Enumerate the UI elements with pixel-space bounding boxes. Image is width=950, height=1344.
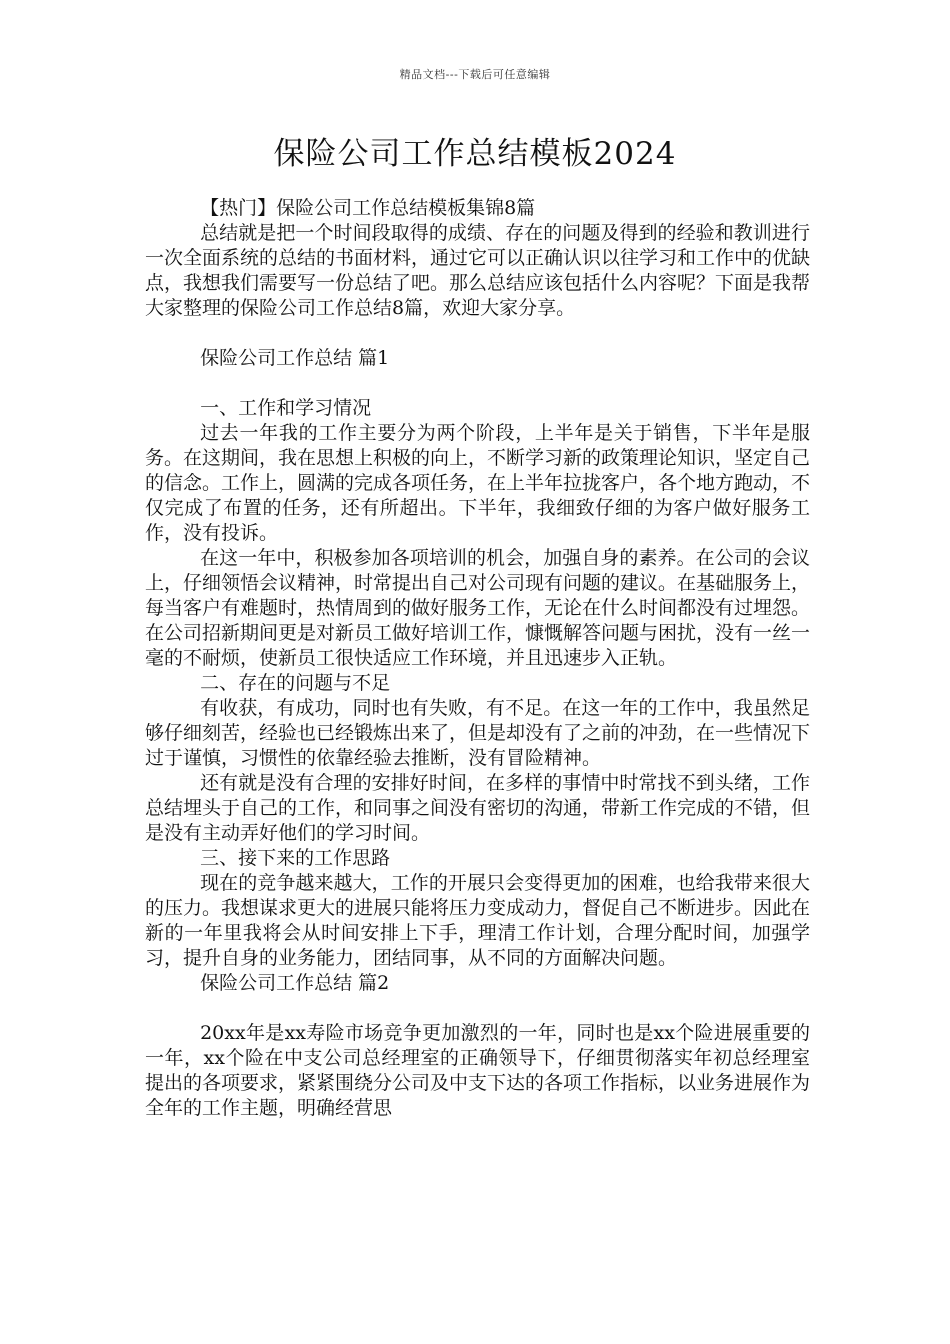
spacer	[145, 996, 810, 1021]
section1-paragraph-3: 有收获，有成功，同时也有失败，有不足。在这一年的工作中，我虽然足够仔细刻苦，经验也已经锻炼出来了，但是却没有了之前的冲劲，在一些情况下过于谨慎，习惯性的依靠经验去推断，没有冒险精神。	[145, 697, 811, 769]
section1-paragraph-4: 还有就是没有合理的安排好时间，在多样的事情中时常找不到头绪，工作总结埋头于自己的工作，和同事之间没有密切的沟通，带新工作完成的不错，但是没有主动弄好他们的学习时间。	[145, 772, 811, 844]
section1-heading-1: 一、工作和学习情况	[200, 397, 372, 419]
intro-paragraph: 总结就是把一个时间段取得的成绩、存在的问题及得到的经验和教训进行一次全面系统的总结的书面材料，通过它可以正确认识以往学习和工作中的优缺点，我想我们需要写一份总结了吧。那么总结应该包括什么内容呢？下面是我帮大家整理的保险公司工作总结8篇，欢迎大家分享。	[145, 222, 811, 319]
subtitle: 【热门】保险公司工作总结模板集锦8篇	[200, 197, 536, 219]
document-title: 保险公司工作总结模板2024	[273, 136, 677, 172]
spacer	[145, 371, 810, 396]
section1-paragraph-2: 在这一年中，积极参加各项培训的机会，加强自身的素养。在公司的会议上，仔细领悟会议精神，时常提出自己对公司现有问题的建议。在基础服务上，每当客户有难题时，热情周到的做好服务工作，无论在什么时间都没有过埋怨。在公司招新期间更是对新员工做好培训工作，慷慨解答问题与困扰，没有一丝一毫的不耐烦，使新员工很快适应工作环境，并且迅速步入正轨。	[145, 547, 811, 669]
section2-title: 保险公司工作总结 篇2	[200, 972, 390, 994]
header-note: 精品文档---下载后可任意编辑	[399, 68, 551, 81]
section1-title: 保险公司工作总结 篇1	[200, 347, 390, 369]
section1-heading-2: 二、存在的问题与不足	[200, 672, 391, 694]
section1-heading-3: 三、接下来的工作思路	[200, 847, 391, 869]
section1-paragraph-5: 现在的竞争越来越大，工作的开展只会变得更加的困难，也给我带来很大的压力。我想谋求更大的进展只能将压力变成动力，督促自己不断进步。因此在新的一年里我将会从时间安排上下手，理清工作计划，合理分配时间，加强学习，提升自身的业务能力，团结同事，从不同的方面解决问题。	[145, 872, 811, 969]
section2-paragraph-1: 20xx年是xx寿险市场竞争更加激烈的一年，同时也是xx个险进展重要的一年，xx个险在中支公司总经理室的正确领导下，仔细贯彻落实年初总经理室提出的各项要求，紧紧围绕分公司及中支下达的各项工作指标，以业务进展作为全年的工作主题，明确经营思	[145, 1022, 811, 1119]
spacer	[145, 321, 810, 346]
document-body	[145, 196, 810, 1121]
section1-paragraph-1: 过去一年我的工作主要分为两个阶段，上半年是关于销售，下半年是服务。在这期间，我在思想上积极的向上，不断学习新的政策理论知识，坚定自己的信念。工作上，圆满的完成各项任务，在上半年拉拢客户，各个地方跑动，不仅完成了布置的任务，还有所超出。下半年，我细致仔细的为客户做好服务工作，没有投诉。	[145, 422, 811, 544]
